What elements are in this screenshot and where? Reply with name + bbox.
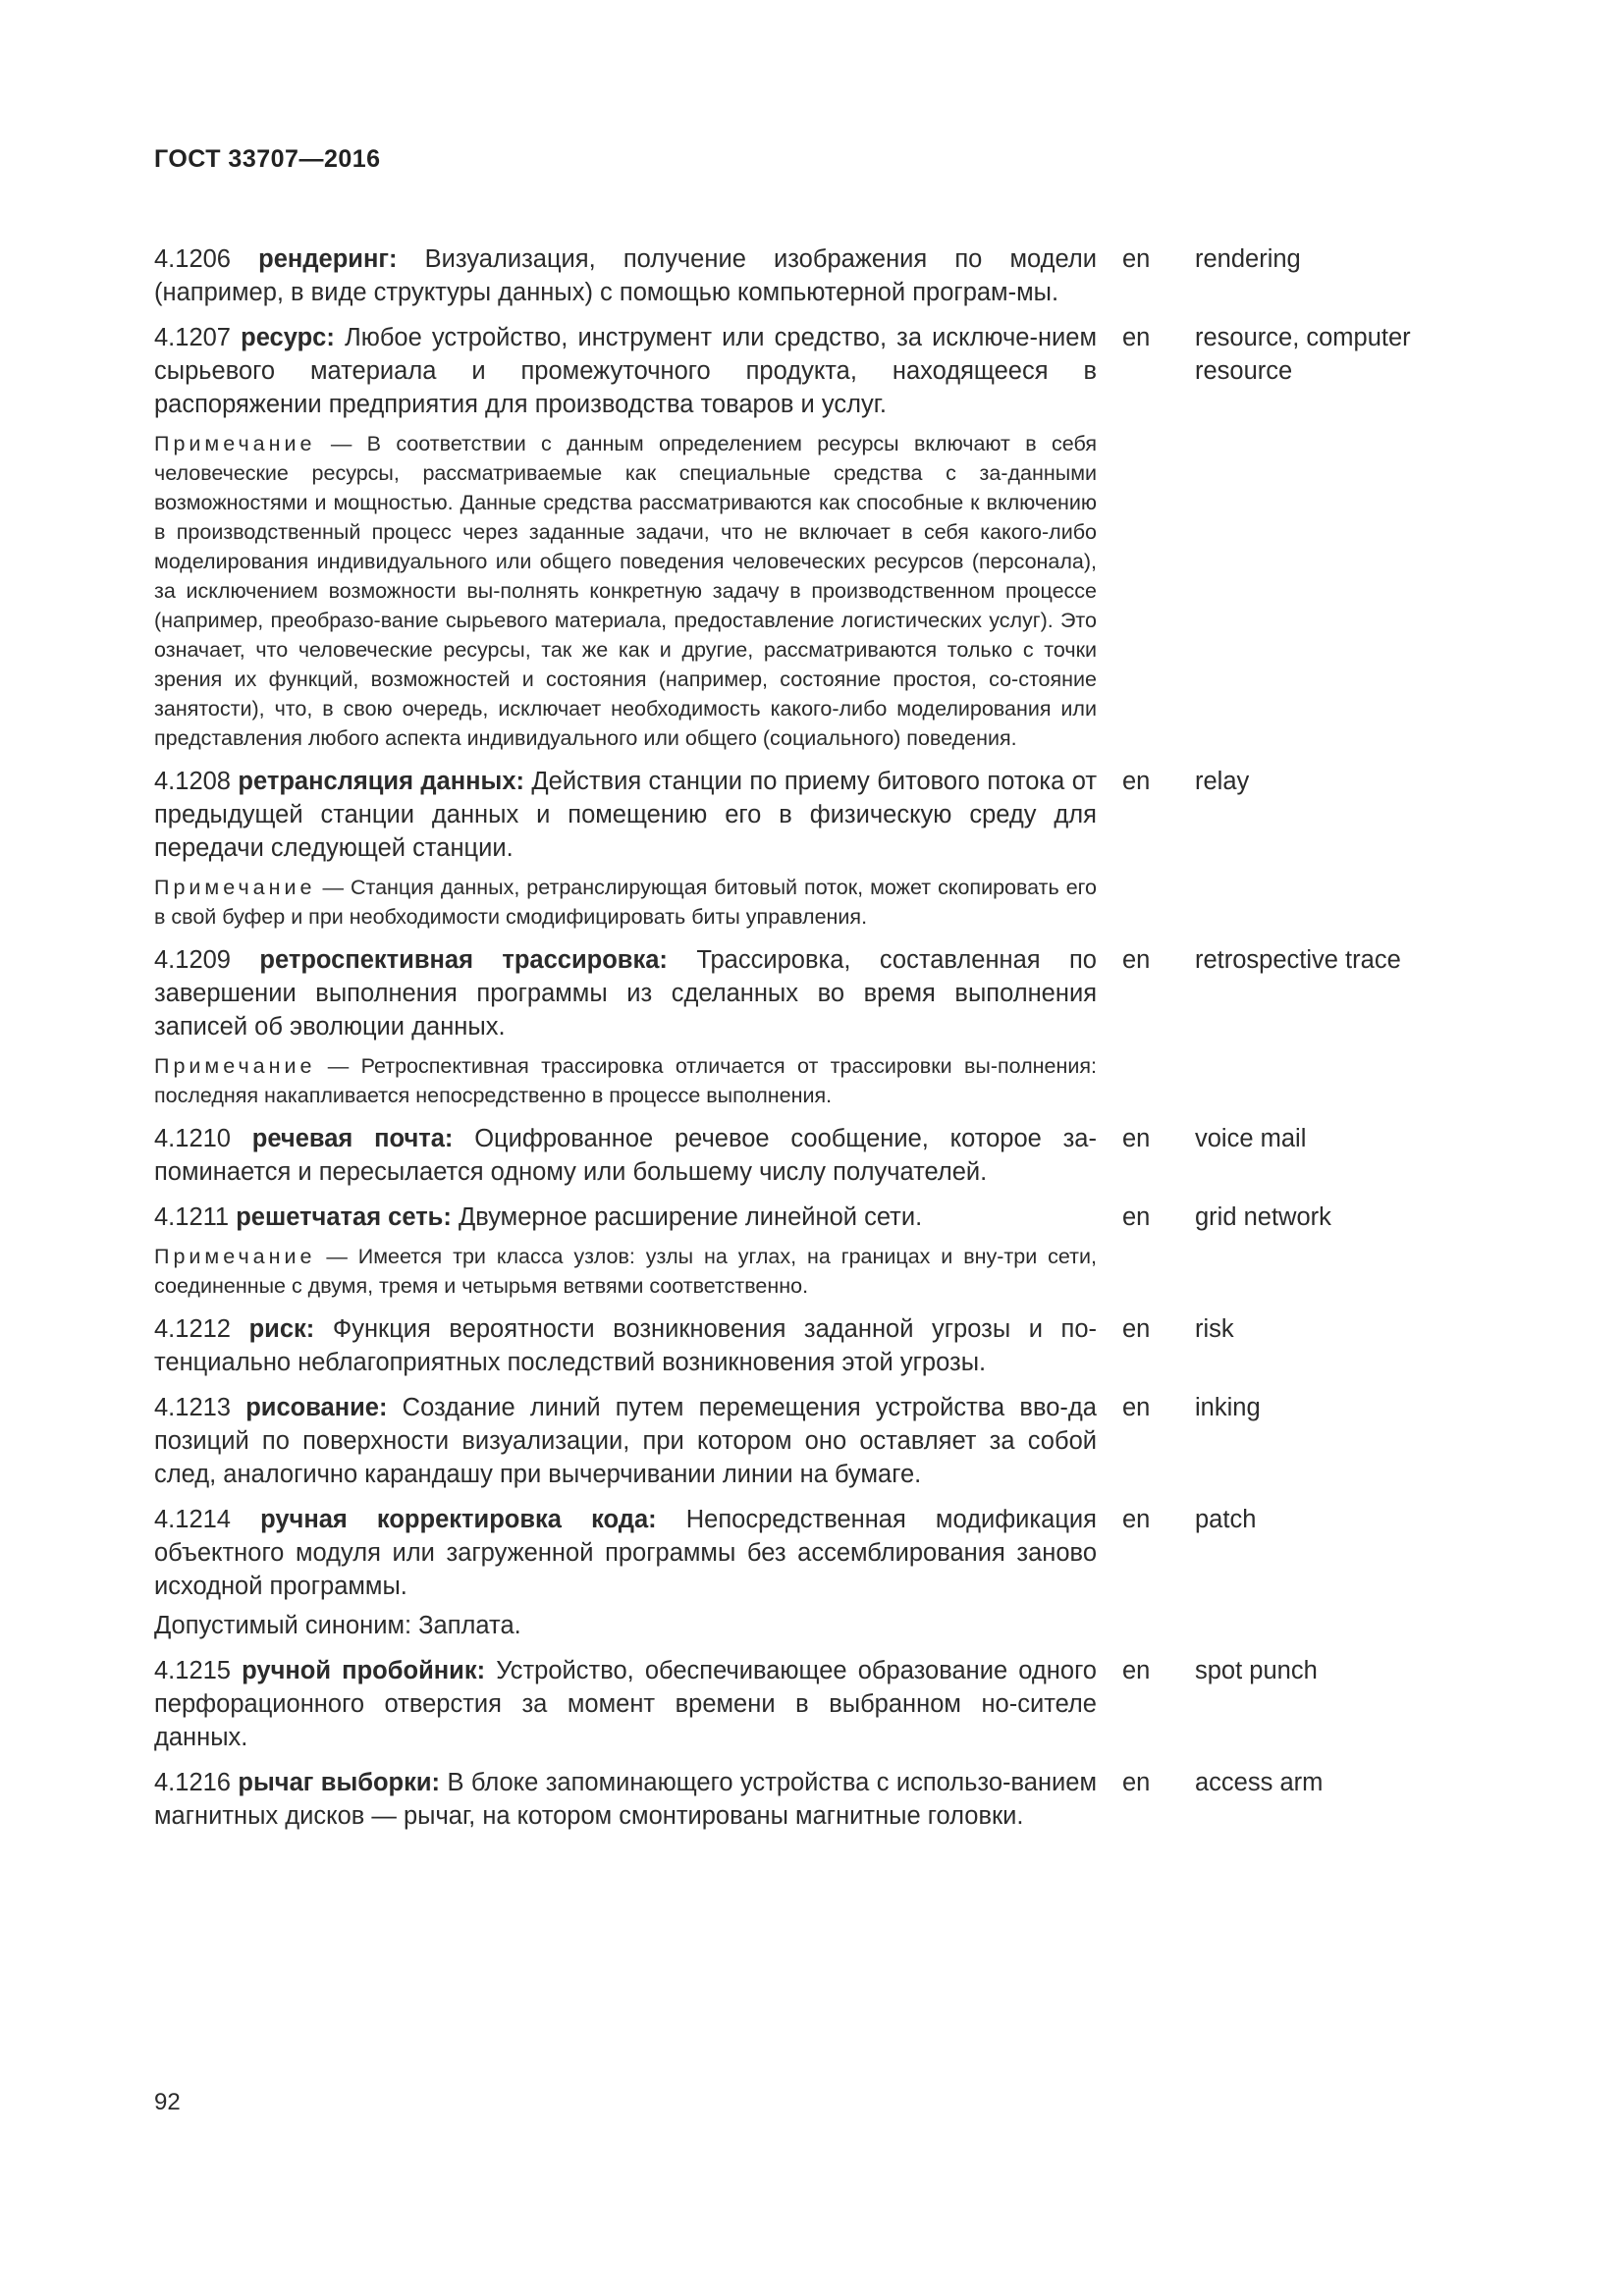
language-code: en: [1122, 1506, 1151, 1533]
term-definition: Действия станции по приему битового потока от предыдущей станции данных и помещению его в физическую среду для передачи следующей станции.: [154, 768, 1097, 862]
note-label: Примечание: [154, 1054, 316, 1078]
english-term: inking: [1195, 1394, 1261, 1421]
term-name: ретрансляция данных:: [238, 768, 524, 795]
note-label: Примечание: [154, 432, 316, 455]
language-code: en: [1122, 324, 1151, 351]
term-name: рычаг выборки:: [238, 1769, 441, 1796]
language-code: en: [1122, 768, 1151, 795]
term-note: [154, 1242, 1097, 1301]
term-definition: Трассировка, составленная по завершении выполнения программы из сделанных во время выполнения записей об эволюции данных.: [154, 946, 1097, 1041]
english-term: resource, computer resource: [1195, 324, 1411, 385]
term-number: 4.1212: [154, 1315, 231, 1343]
term-name: ручной пробойник:: [242, 1657, 486, 1684]
term-number: 4.1208: [154, 768, 231, 795]
term-name: решетчатая сеть:: [236, 1203, 452, 1231]
term-number: 4.1210: [154, 1125, 231, 1152]
term-definition: Оцифрованное речевое сообщение, которое за-поминается и пересылается одному или большему числу получателей.: [154, 1125, 1097, 1186]
term-entry: [154, 765, 1460, 932]
note-text: — Ретроспективная трассировка отличается от трассировки вы-полнения: последняя накапливается непосредственно в процессе выполнения.: [154, 1054, 1097, 1107]
note-label: Примечание: [154, 1245, 316, 1268]
term-definition: Непосредственная модификация объектного модуля или загруженной программы без ассемблирования заново исходной программы.: [154, 1506, 1097, 1600]
term-entry: [154, 943, 1460, 1110]
term-synonym: Допустимый синоним: Заплата.: [154, 1612, 521, 1639]
term-entry: [154, 1654, 1460, 1754]
term-number: 4.1214: [154, 1506, 231, 1533]
term-name: ресурс:: [241, 324, 335, 351]
english-term: spot punch: [1195, 1657, 1318, 1684]
language-code: en: [1122, 1125, 1151, 1152]
english-term: rendering: [1195, 245, 1301, 273]
term-entry: [154, 1503, 1460, 1642]
term-name: речевая почта:: [251, 1125, 454, 1152]
english-term: relay: [1195, 768, 1250, 795]
term-number: 4.1211: [154, 1203, 230, 1231]
term-name: рендеринг:: [258, 245, 398, 273]
language-code: en: [1122, 1769, 1151, 1796]
term-definition: Создание линий путем перемещения устройства вво-да позиций по поверхности визуализации, при котором оно оставляет за собой след, аналогично карандашу при вычерчивании линии на бумаге.: [154, 1394, 1097, 1488]
term-definition: Двумерное расширение линейной сети.: [458, 1203, 923, 1231]
term-entry: [154, 1122, 1460, 1189]
term-entry: [154, 321, 1460, 753]
language-code: en: [1122, 946, 1151, 974]
note-text: — Станция данных, ретранслирующая битовый поток, может скопировать его в свой буфер и при необходимости смодифицировать биты управления.: [154, 876, 1097, 929]
page-number: 92: [154, 2089, 181, 2115]
term-entry: [154, 1766, 1460, 1833]
language-code: en: [1122, 245, 1151, 273]
term-entries: [154, 242, 1460, 1833]
language-code: en: [1122, 1315, 1151, 1343]
english-term: risk: [1195, 1315, 1234, 1343]
term-entry: [154, 1312, 1460, 1379]
document-header: ГОСТ 33707—2016: [154, 145, 381, 173]
term-definition: В блоке запоминающего устройства с использо-ванием магнитных дисков — рычаг, на котором смонтированы магнитные головки.: [154, 1769, 1097, 1830]
term-note: [154, 873, 1097, 932]
language-code: en: [1122, 1657, 1151, 1684]
term-number: 4.1215: [154, 1657, 231, 1684]
term-note: [154, 1051, 1097, 1110]
english-term: grid network: [1195, 1203, 1331, 1231]
note-label: Примечание: [154, 876, 316, 899]
english-term: patch: [1195, 1506, 1257, 1533]
note-text: — Имеется три класса узлов: узлы на углах, на границах и вну-три сети, соединенные с двумя, тремя и четырьмя ветвями соответственно.: [154, 1245, 1097, 1298]
term-entry: [154, 242, 1460, 309]
term-definition: Любое устройство, инструмент или средство, за исключе-нием сырьевого материала и промежуточного продукта, находящееся в распоряжении предприятия для производства товаров и услуг.: [154, 324, 1097, 418]
term-definition: Визуализация, получение изображения по модели (например, в виде структуры данных) с помощью компьютерной програм-мы.: [154, 245, 1098, 306]
english-term: voice mail: [1195, 1125, 1307, 1152]
english-term: access arm: [1195, 1769, 1324, 1796]
term-name: ручная корректировка кода:: [260, 1506, 657, 1533]
term-note: [154, 429, 1097, 753]
language-code: en: [1122, 1203, 1151, 1231]
term-number: 4.1206: [154, 245, 231, 273]
term-definition: Устройство, обеспечивающее образование одного перфорационного отверстия за момент времени в выбранном но-сителе данных.: [154, 1657, 1097, 1751]
term-name: риск:: [248, 1315, 315, 1343]
term-number: 4.1207: [154, 324, 231, 351]
term-definition: Функция вероятности возникновения заданной угрозы и по-тенциально неблагоприятных последствий возникновения этой угрозы.: [154, 1315, 1097, 1376]
english-term: retrospective trace: [1195, 946, 1401, 974]
language-code: en: [1122, 1394, 1151, 1421]
term-number: 4.1213: [154, 1394, 231, 1421]
term-entry: [154, 1201, 1460, 1301]
term-name: ретроспективная трассировка:: [259, 946, 668, 974]
term-name: рисование:: [245, 1394, 388, 1421]
term-number: 4.1216: [154, 1769, 231, 1796]
term-entry: [154, 1391, 1460, 1491]
term-number: 4.1209: [154, 946, 231, 974]
note-text: — В соответствии с данным определением ресурсы включают в себя человеческие ресурсы, рассматриваемые как специальные средства с за-данными возможностями и мощностью. Данные средства рассматриваются как способные к включению в производственный процесс через заданные задачи, что не включает в себя какого-либо моделирования индивидуального или общего поведения человеческих ресурсов (персонала), за исключением возможности вы-полнять конкретную задачу в производственном процессе (например, преобразо-вание сырьевого материала, предоставление логистических услуг). Это означает, что человеческие ресурсы, так же как и другие, рассматриваются только с точки зрения их функций, возможностей и состояния (например, состояние простоя, со-стояние занятости), что, в свою очередь, исключает необходимость какого-либо моделирования или представления любого аспекта индивидуального или общего (социального) поведения.: [154, 432, 1097, 750]
